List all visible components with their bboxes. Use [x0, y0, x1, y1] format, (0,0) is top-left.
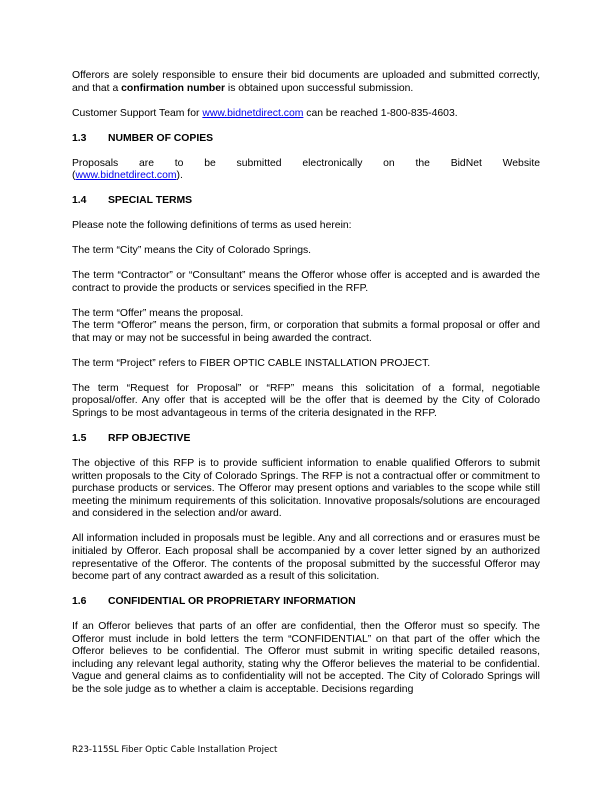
confidential-paragraph: If an Offeror believes that parts of an offer are confidential, then the Offeror must so specify. The Offeror must include in bold letters the term “CONFIDENTIAL” on that part of the offer which the Offeror believes to be confidential. The Offeror must submit in writing specific detailed reasons, including any relevant legal authority, stating why the Offeror believes the material to be confidential. Vague and general claims as to confidentiality will not be accepted. The City of Colorado Springs will be the sole judge as to whether a claim is acceptable. Decisions regarding	[72, 621, 540, 696]
definitions-intro: Please note the following definitions of terms as used herein:	[72, 220, 352, 232]
objective-paragraph: The objective of this RFP is to provide sufficient information to enable qualified Offerors to submit written proposals to the City of Colorado Springs. The RFP is not a contractual offer or commitment to purchase products or services. The Offeror may present options and variables to the scope while still meeting the minimum requirements of this solicitation. Innovative proposals/solutions are encouraged and considered in the selection and/or award.	[72, 457, 540, 520]
section-number: 1.5	[72, 432, 87, 444]
definition-project: The term “Project” refers to FIBER OPTIC CABLE INSTALLATION PROJECT.	[72, 357, 431, 369]
copies-paragraph-line1: Proposals are to be submitted electronically on the BidNet Website	[72, 157, 540, 169]
section-title: RFP OBJECTIVE	[108, 432, 191, 444]
definition-contractor: The term “Contractor” or “Consultant” means the Offeror whose offer is accepted and is awarded the contract to provide the products or services specified in the RFP.	[72, 270, 540, 294]
text-run: Offerors are solely responsible to ensure their bid documents are uploaded and submitted correctly, and that a	[72, 70, 540, 94]
definition-rfp: The term “Request for Proposal” or “RFP” means this solicitation of a formal, negotiable proposal/offer. Any offer that is accepted will be the offer that is deemed by the City of Colorado Springs to be most advantageous in terms of the criteria designated in the RFP.	[72, 382, 540, 419]
text-run: Customer Support Team for	[72, 107, 203, 119]
submission-responsibility-paragraph	[72, 70, 540, 95]
definition-offer: The term “Offer” means the proposal.	[72, 307, 244, 319]
bidnet-link[interactable]: www.bidnetdirect.com	[202, 107, 304, 119]
section-number: 1.6	[72, 596, 87, 608]
definition-city: The term “City” means the City of Colorado Springs.	[72, 245, 312, 257]
document-body	[72, 70, 540, 709]
section-title: NUMBER OF COPIES	[108, 132, 214, 144]
customer-support-paragraph	[72, 108, 540, 121]
bidnet-link[interactable]: www.bidnetdirect.com	[75, 170, 177, 182]
text-run: is obtained upon successful submission.	[225, 82, 414, 94]
section-heading-1-5	[72, 433, 540, 446]
section-heading-1-4	[72, 195, 540, 208]
text-run: (	[72, 170, 76, 182]
section-number: 1.3	[72, 132, 87, 144]
legibility-paragraph: All information included in proposals must be legible. Any and all corrections and or erasures must be initialed by Offeror. Each proposal shall be accompanied by a cover letter signed by an authorized representative of the Offeror. The contents of the proposal submitted by the successful Offeror may become part of any contract awarded as a result of this solicitation.	[72, 533, 540, 583]
copies-paragraph-line2	[72, 170, 540, 183]
text-run: can be reached 1-800-835-4603.	[303, 107, 458, 119]
section-heading-1-6	[72, 596, 540, 609]
text-run: ).	[176, 170, 183, 182]
section-number: 1.4	[72, 195, 87, 207]
section-heading-1-3	[72, 133, 540, 146]
section-title: CONFIDENTIAL OR PROPRIETARY INFORMATION	[108, 596, 356, 608]
page-footer: R23-115SL Fiber Optic Cable Installation Project	[72, 745, 278, 755]
confirmation-number-bold: confirmation number	[121, 82, 226, 94]
section-title: SPECIAL TERMS	[108, 195, 193, 207]
definition-offeror: The term “Offeror” means the person, firm, or corporation that submits a formal proposal or offer and that may or may not be successful in being awarded the contract.	[72, 320, 540, 344]
